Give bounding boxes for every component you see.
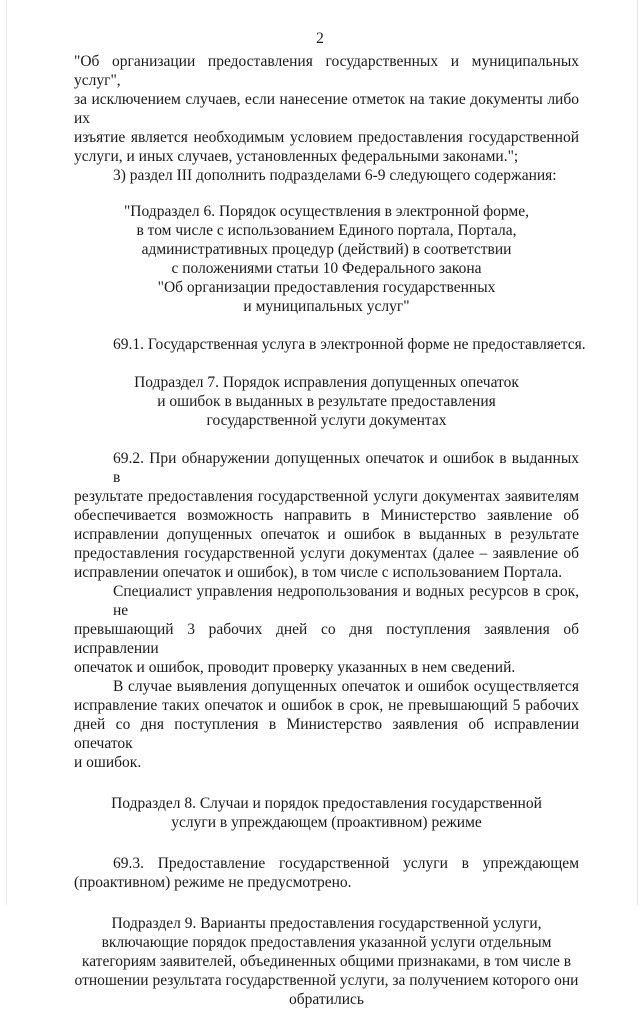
paragraph-69-2 (74, 449, 579, 582)
text-line: 69.2. При обнаружении допущенных опечаток и ошибок в выданных в (113, 450, 579, 486)
text-line: превышающий 3 рабочих дней со дня поступления заявления об исправлении (74, 621, 579, 657)
heading-line: Подраздел 9. Варианты предоставления государственной услуги, (111, 915, 542, 932)
heading-line: административных процедур (действий) в соответствии (141, 241, 512, 258)
heading-line: "Об организации предоставления государственных (157, 279, 496, 296)
heading-subsection-6 (74, 202, 579, 316)
heading-line: и ошибок в выданных в результате предоставления (157, 393, 496, 410)
heading-line: услуги в упреждающем (проактивном) режиме (171, 814, 482, 831)
text-line: 69.1. Государственная услуга в электронной форме не предоставляется. (113, 336, 586, 353)
document-body (74, 52, 586, 1009)
text-line: исправление таких опечаток и ошибок в срок, не превышающий 5 рабочих (74, 697, 579, 714)
text-line: 3) раздел III дополнить подразделами 6-9 следующего содержания: (113, 167, 557, 184)
text-line: исправлении опечаток и ошибок), в том числе с использованием Портала. (74, 564, 563, 581)
text-line: изъятие является необходимым условием предоставления государственной (74, 129, 579, 146)
paragraph-intro-continuation (74, 52, 579, 166)
heading-line: в том числе с использованием Единого портала, Портала, (136, 222, 517, 239)
heading-line: и муниципальных услуг" (243, 298, 410, 315)
scan-edge-left (6, 0, 7, 905)
text-line: опечаток и ошибок, проводит проверку указанных в нем сведений. (74, 659, 516, 676)
heading-subsection-8 (74, 794, 579, 832)
text-line: (проактивном) режиме не предусмотрено. (74, 874, 352, 891)
heading-line: обратились (289, 991, 364, 1008)
text-line: результате предоставления государственной услуги документах заявителям (74, 488, 579, 505)
paragraph-69-3 (74, 854, 579, 892)
heading-line: включающие порядок предоставления указанной услуги отдельным (101, 934, 552, 951)
heading-line: "Подраздел 6. Порядок осуществления в электронной форме, (123, 203, 529, 220)
page-number: 2 (316, 30, 324, 47)
heading-subsection-7 (74, 373, 579, 430)
text-line: 69.3. Предоставление государственной услуги в упреждающем (113, 855, 579, 872)
heading-subsection-9 (74, 914, 579, 1009)
paragraph-correction-case (74, 677, 579, 772)
heading-line: отношении результата государственной услуги, за получением которого они (74, 972, 579, 989)
heading-line: с положениями статьи 10 Федерального закона (171, 260, 482, 277)
heading-line: государственной услуги документах (206, 412, 447, 429)
heading-line: категориям заявителей, объединенных общими признаками, в том числе в (81, 953, 572, 970)
scan-edge-right (637, 0, 638, 905)
heading-line: Подраздел 8. Случаи и порядок предоставления государственной (111, 795, 542, 812)
text-line: предоставления государственной услуги документах (далее – заявление об (74, 545, 579, 562)
text-line: услуги, и иных случаев, установленных федеральными законами."; (74, 148, 519, 165)
paragraph-specialist (74, 582, 579, 677)
text-line: и ошибок. (74, 754, 142, 771)
text-line: обеспечивается возможность направить в Министерство заявление об (74, 507, 579, 524)
text-line: исправлении допущенных опечаток и ошибок в выданных в результате (74, 526, 579, 543)
text-line: "Об организации предоставления государственных и муниципальных услуг", (74, 53, 579, 89)
text-line: В случае выявления допущенных опечаток и ошибок осуществляется (113, 678, 579, 695)
paragraph-69-1 (74, 335, 586, 354)
paragraph-item-3 (74, 166, 579, 185)
heading-line: Подраздел 7. Порядок исправления допущенных опечаток (134, 374, 519, 391)
text-line: дней со дня поступления в Министерство заявления об исправлении опечаток (74, 716, 579, 752)
text-line: Специалист управления недропользования и водных ресурсов в срок, не (113, 583, 579, 619)
text-line: за исключением случаев, если нанесение отметок на такие документы либо их (74, 91, 579, 127)
